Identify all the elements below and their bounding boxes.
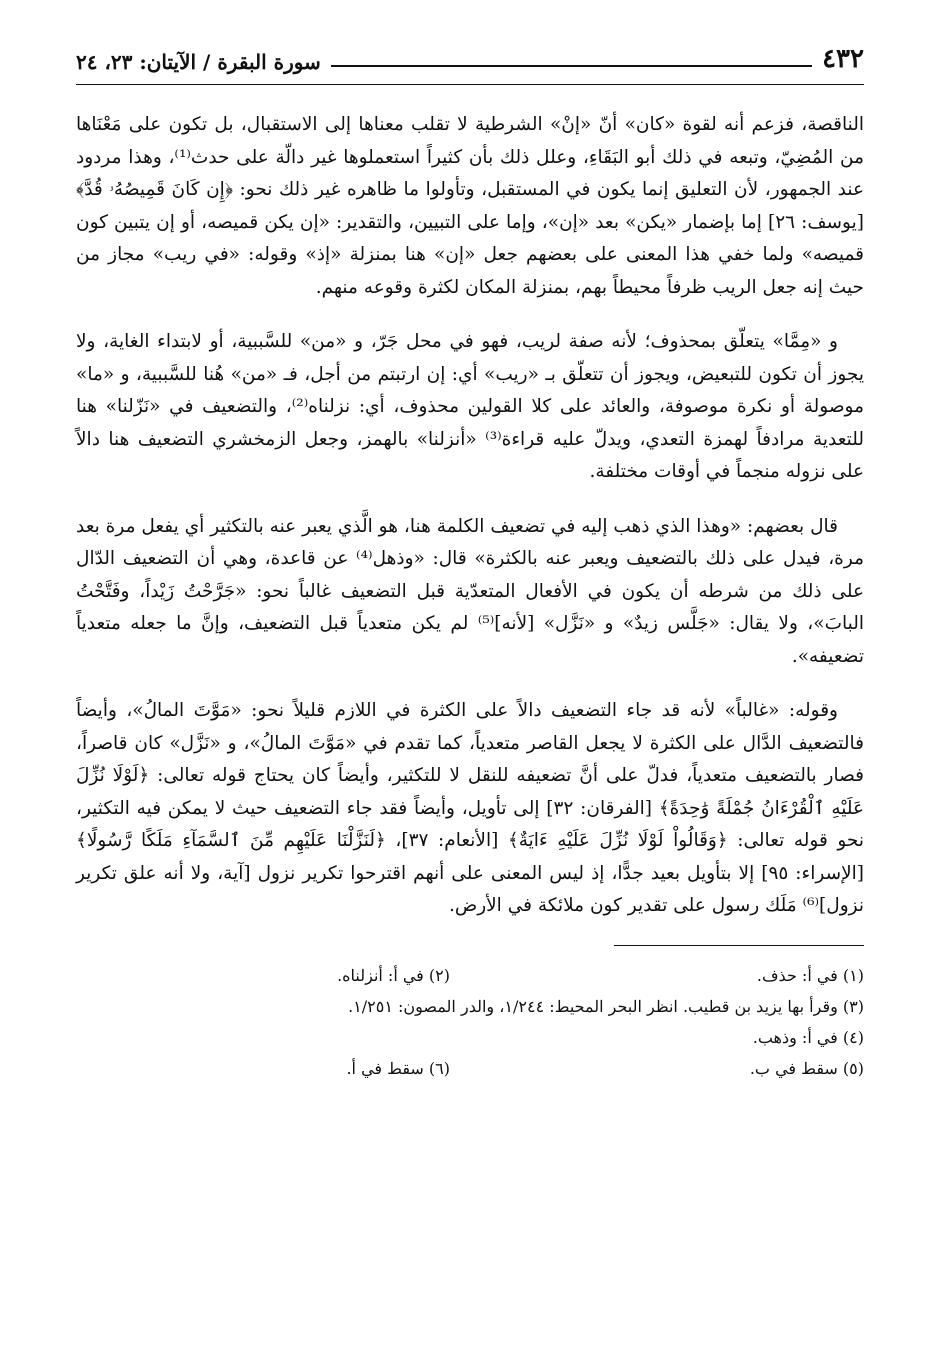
- footnotes: [76, 960, 864, 1084]
- footnote-4: (٤) في أ: وذهب.: [752, 1027, 864, 1047]
- footnote-1: (١) في أ: حذف.: [756, 965, 864, 985]
- body-text: [76, 109, 864, 923]
- footnote-row: [76, 1053, 864, 1084]
- surah-title: سورة البقرة / الآيتان: ٢٣، ٢٤: [76, 50, 321, 74]
- footnote-5: (٥) سقط في ب.: [749, 1058, 864, 1078]
- footnote-row: [76, 1022, 864, 1053]
- paragraph: و «مِمَّا» يتعلّق بمحذوف؛ لأنه صفة لريب، فهو في محل جَرّ، و «من» للسَّببية، أو لابتداء الغاية، ولا يجوز أن تكون للتبعيض، ويجوز أن تتعلّق بـ «ريب» أي: إن ارتبتم من أجل، فـ «من» هُنا للسَّببية، و «ما» موصولة أو نكرة موصوفة، والعائد على كلا القولين محذوف، أي: نزلناه⁽²⁾، والتضعيف في «نَزّلنا» هنا للتعدية مرادفاً لهمزة التعدي، ويدلّ عليه قراءة⁽³⁾ «أنزلنا» بالهمز، وجعل الزمخشري التضعيف هنا دالاً على نزوله منجماً في أوقات مختلفة.: [76, 331, 864, 482]
- footnote-2: (٢) في أ: أنزلناه.: [337, 965, 450, 985]
- footnote-separator: [614, 945, 864, 946]
- header-rule: [331, 65, 812, 67]
- paragraph: قال بعضهم: «وهذا الذي ذهب إليه في تضعيف الكلمة هنا، هو الَّذي يعبر عنه بالتكثير أي يفعل مرة بعد مرة، فيدل على ذلك بالتضعيف ويعبر عنه بالكثرة» قال: «وذهل⁽⁴⁾ عن قاعدة، وهي أن التضعيف الدّال على ذلك من شرطه أن يكون في الأفعال المتعدّية قبل التضعيف غالباً نحو: «جَرَّحْتُ زَيْداً، وفَتَّحْتُ البابَ»، ولا يقال: «جَلَّس زيدٌ» و «نَزَّل» [لأنه]⁽⁵⁾ لم يكن متعدياً قبل التضعيف، وإنَّ ما جعله متعدياً تضعيفه».: [76, 515, 864, 667]
- header-underline: [76, 84, 864, 85]
- running-head: [76, 46, 864, 72]
- paragraph: وقوله: «غالباً» لأنه قد جاء التضعيف دالاً على الكثرة في اللازم قليلاً نحو: «مَوَّتَ المالُ»، وأيضاً فالتضعيف الدَّال على الكثرة لا يجعل القاصر متعدياً، كما تقدم في «مَوَّتَ المالُ»، و «نَزَّل» كان قاصراً، فصار بالتضعيف متعدياً، فدلّ على أنَّ تضعيفه للنقل لا للتكثير، وأيضاً كان يحتاج قوله تعالى: ﴿لَوْلَا نُزِّلَ عَلَيْهِ ٱلْقُرْءَانُ جُمْلَةً وَٰحِدَةً﴾ [الفرقان: ٣٢] إلى تأويل، وأيضاً فقد جاء التضعيف حيث لا يمكن فيه التكثير، نحو قوله تعالى: ﴿وَقَالُواْ لَوْلَا نُزِّلَ عَلَيْهِ ءَايَةٌ﴾ [الأنعام: ٣٧]، ﴿لَنَزَّلْنَا عَلَيْهِم مِّنَ ٱلسَّمَآءِ مَلَكًا رَّسُولًا﴾ [الإسراء: ٩٥] إلا بتأويل بعيد جدًّا، إذ ليس المعنى على أنهم اقترحوا تكرير نزول [آية، ولا أنه علق تكرير نزول]⁽⁶⁾ مَلَك رسول على تقدير كون ملائكة في الأرض.: [76, 700, 865, 916]
- footnote-row: [76, 991, 864, 1022]
- page-number: ٤٣٢: [822, 44, 864, 74]
- footnote-row: [76, 960, 864, 991]
- paragraph: الناقصة، فزعم أنه لقوة «كان» أنّ «إنْ» الشرطية لا تقلب معناها إلى الاستقبال، بل تكون على مَعْنَاها من المُضِيّ، وتبعه في ذلك أبو البَقَاءِ، وعلل ذلك بأن كثيراً استعملوها غير دالّة على حدث⁽¹⁾، وهذا مردود عند الجمهور، لأن التعليق إنما يكون في المستقبل، وتأولوا ما ظاهره غير ذلك نحو: ﴿إِن كَانَ قَمِيصُهُۥ قُدَّ﴾ [يوسف: ٢٦] إما بإضمار «يكن» بعد «إن»، وإما على التبيين، والتقدير: «إن يكن قميصه، أو إن يتبين كون قميصه» ولما خفي هذا المعنى على بعضهم جعل «إن» هنا بمنزلة «إذ» وقوله: «في ريب» مجاز من حيث إنه جعل الريب ظرفاً محيطاً بهم، بمنزلة المكان لكثرة وقوعه منهم.: [76, 114, 864, 298]
- footnote-3: (٣) وقرأ بها يزيد بن قطيب. انظر البحر المحيط: ١/٢٤٤، والدر المصون: ١/٢٥١.: [348, 996, 864, 1016]
- footnote-6: (٦) سقط في أ.: [346, 1058, 450, 1078]
